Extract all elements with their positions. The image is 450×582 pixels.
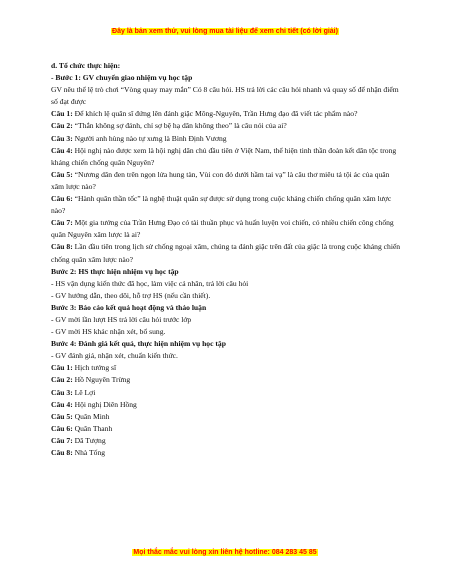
section-title: d. Tổ chức thực hiện: xyxy=(51,61,121,70)
question-item xyxy=(51,169,403,193)
answer-item xyxy=(51,435,403,447)
question-item xyxy=(51,133,403,145)
step1-intro: GV nêu thể lệ trò chơi “Vòng quay may mắn” Có 8 câu hỏi. HS trả lời các câu hỏi nhanh và quay số để nhận điểm số đạt được xyxy=(51,85,399,107)
question-item xyxy=(51,217,403,241)
answer-item xyxy=(51,447,403,459)
question-text: Hội nghị nào được xem là hội nghị dân chủ đầu tiên ở Việt Nam, thể hiện tinh thần đoàn kết dân tộc trong kháng chiến chống quân Nguyên? xyxy=(51,145,397,167)
question-item xyxy=(51,145,403,169)
step3-line: - GV mời HS khác nhận xét, bổ sung. xyxy=(51,327,166,337)
answer-label: Câu 2: xyxy=(51,375,73,385)
answer-label: Câu 8: xyxy=(51,448,73,457)
question-item xyxy=(51,120,403,132)
step2-line: - GV hướng dẫn, theo dõi, hỗ trợ HS (nếu cần thiết). xyxy=(51,290,211,300)
question-label: Câu 4: xyxy=(51,145,73,155)
answer-text: Dã Tượng xyxy=(72,435,106,445)
answer-text: Lê Lợi xyxy=(72,387,96,397)
answer-label: Câu 4: xyxy=(51,399,73,409)
step2-line: - HS vận dụng kiến thức đã học, làm việc cá nhân, trả lời câu hỏi xyxy=(51,278,249,288)
answer-text: Hội nghị Diên Hồng xyxy=(72,399,137,409)
step4-heading: Bước 4: Đánh giá kết quả, thực hiện nhiệm vụ học tập xyxy=(51,339,226,349)
question-text: Một gia tướng của Trần Hưng Đạo có tài thuần phục và huấn luyện voi chiến, có nhiều chiến công chống quân Nguyên xâm lược là ai? xyxy=(51,218,394,240)
preview-banner xyxy=(0,28,450,35)
question-text: Lần đầu tiên trong lịch sử chống ngoại xâm, chúng ta đánh giặc trên đất của giặc là trong cuộc kháng chiến chống quân xâm lược nào? xyxy=(51,242,401,264)
answer-label: Câu 1: xyxy=(51,363,73,373)
answer-label: Câu 3: xyxy=(51,387,73,397)
answer-text: Nhà Tống xyxy=(72,448,106,457)
question-label: Câu 2: xyxy=(51,121,73,131)
answer-item xyxy=(51,387,403,399)
answer-label: Câu 7: xyxy=(51,435,73,445)
question-label: Câu 8: xyxy=(51,242,73,252)
question-item xyxy=(51,193,403,217)
answer-text: Quân Minh xyxy=(72,411,110,421)
question-label: Câu 7: xyxy=(51,218,73,228)
answer-text: Quân Thanh xyxy=(72,423,113,433)
question-item xyxy=(51,241,403,265)
step3-line: - GV mời lần lượt HS trả lời câu hỏi trước lớp xyxy=(51,314,192,324)
document-body xyxy=(51,60,403,459)
answer-item xyxy=(51,411,403,423)
question-item xyxy=(51,108,403,120)
answer-item xyxy=(51,374,403,386)
step4-line: - GV đánh giá, nhận xét, chuẩn kiến thức. xyxy=(51,351,178,361)
step3-heading: Bước 3: Báo cáo kết quả hoạt động và thảo luận xyxy=(51,302,207,312)
question-label: Câu 1: xyxy=(51,109,73,119)
answer-text: Hồ Nguyên Trừng xyxy=(72,375,131,385)
step2-heading: Bước 2: HS thực hiện nhiệm vụ học tập xyxy=(51,266,179,276)
hotline-banner-text: Mọi thắc mắc vui lòng xin liên hệ hotline: 084 283 45 85 xyxy=(133,549,317,556)
preview-banner-text: Đây là bản xem thử, vui lòng mua tài liệu để xem chi tiết (có lời giải) xyxy=(112,28,338,35)
step1-heading: - Bước 1: GV chuyển giao nhiệm vụ học tập xyxy=(51,73,193,83)
question-label: Câu 6: xyxy=(51,194,73,204)
question-text: “Thắn không sợ đánh, chỉ sợ bệ hạ dân không theo” là câu nói của ai? xyxy=(72,121,287,131)
question-label: Câu 3: xyxy=(51,133,73,143)
question-label: Câu 5: xyxy=(51,169,73,179)
question-text: “Hành quân thần tốc” là nghệ thuật quân sự được sử dụng trong cuộc kháng chiến chống quân xâm lược nào? xyxy=(51,194,392,216)
question-text: Người anh hùng nào tự xưng là Bình Định Vương xyxy=(72,133,227,143)
answer-label: Câu 6: xyxy=(51,423,73,433)
question-text: Để khích lệ quân sĩ đứng lên đánh giặc Mông-Nguyên, Trần Hưng đạo đã viết tác phẩm nào? xyxy=(72,109,358,119)
answer-text: Hịch tướng sĩ xyxy=(72,363,117,373)
answer-label: Câu 5: xyxy=(51,411,73,421)
answer-item xyxy=(51,399,403,411)
question-text: “Nương dân đen trên ngọn lửa hung tàn, Vùi con đỏ dưới hầm tai vạ” là câu thơ miêu tả tội ác của quân xâm lược nào? xyxy=(51,169,390,191)
answer-item xyxy=(51,362,403,374)
hotline-banner xyxy=(0,549,450,556)
answer-item xyxy=(51,423,403,435)
